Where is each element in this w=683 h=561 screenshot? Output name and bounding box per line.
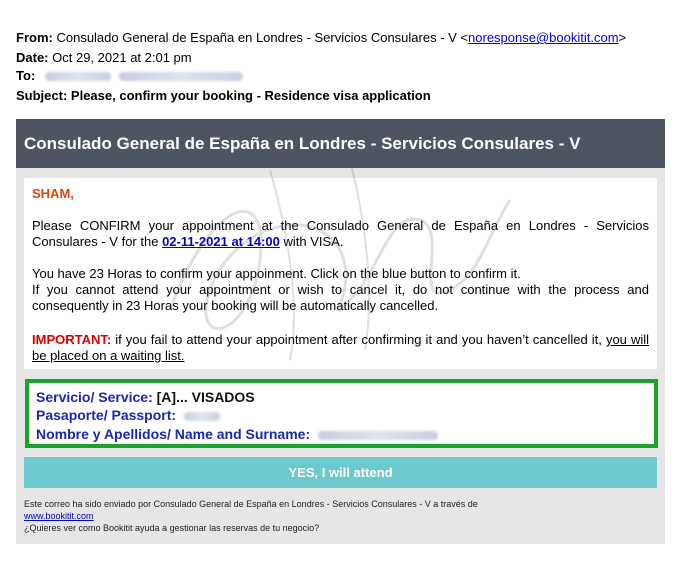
from-email-link[interactable]: noresponse@bookitit.com bbox=[468, 30, 619, 45]
banner-title: Consulado General de España en Londres - Servicios Consulares - V bbox=[24, 134, 581, 153]
redacted-name bbox=[318, 431, 438, 440]
date-label: Date: bbox=[16, 50, 49, 65]
redacted-recipient-email bbox=[119, 72, 243, 81]
header-subject bbox=[16, 88, 431, 104]
footer-line-1: Este correo ha sido enviado por Consulado General de España en Londres - Servicios Consulares - V a través de bbox=[24, 499, 478, 509]
important-paragraph bbox=[32, 332, 649, 364]
message-card bbox=[24, 178, 657, 369]
important-label: IMPORTANT: bbox=[32, 332, 112, 347]
confirm-paragraph bbox=[32, 218, 649, 250]
from-label: From: bbox=[16, 30, 53, 45]
deadline-paragraph bbox=[32, 266, 649, 314]
header-to bbox=[16, 68, 243, 84]
deadline-line-1: You have 23 Horas to confirm your appoinment. Click on the blue button to confirm it. bbox=[32, 266, 521, 281]
from-name: Consulado General de España en Londres - Servicios Consulares - V bbox=[56, 30, 457, 45]
name-row bbox=[36, 426, 438, 442]
subject-value: Please, confirm your booking - Residence visa application bbox=[70, 88, 431, 103]
service-label: Servicio/ Service: bbox=[36, 389, 153, 405]
subject-label: Subject: bbox=[16, 88, 68, 103]
waiting-list-text: you will be placed on a waiting list. bbox=[32, 332, 650, 363]
email-body bbox=[16, 119, 665, 544]
header-date bbox=[16, 50, 192, 66]
footer-line-3: ¿Quieres ver como Bookitit ayuda a gestionar las reservas de tu negocio? bbox=[24, 523, 320, 533]
to-label: To: bbox=[16, 68, 36, 83]
email-footer bbox=[24, 498, 478, 534]
greeting: SHAM, bbox=[32, 186, 74, 201]
redacted-passport bbox=[184, 412, 220, 421]
confirm-text: Please CONFIRM your appointment at the Consulado General de España en Londres - Servicios Consulares - V for the bbox=[32, 218, 649, 249]
bookitit-link[interactable]: www.bookitit.com bbox=[24, 511, 94, 521]
passport-label: Pasaporte/ Passport: bbox=[36, 407, 177, 423]
service-row bbox=[36, 389, 255, 405]
confirm-text-end: with VISA. bbox=[279, 234, 344, 249]
appointment-date-link[interactable]: 02-11-2021 at 14:00 bbox=[162, 234, 280, 249]
header-from: From: Consulado General de España en Londres - Servicios Consulares - V <noresponse@bookitit.com> bbox=[16, 30, 627, 45]
booking-info-box bbox=[25, 379, 658, 448]
service-value: [A]... VISADOS bbox=[156, 389, 255, 405]
passport-row bbox=[36, 407, 220, 423]
redacted-recipient-name bbox=[45, 72, 111, 81]
email-banner bbox=[16, 119, 665, 168]
important-text: if you fail to attend your appointment after confirming it and you haven’t cancelled it, bbox=[111, 332, 606, 347]
name-label: Nombre y Apellidos/ Name and Surname: bbox=[36, 426, 311, 442]
confirm-attend-button[interactable]: YES, I will attend bbox=[24, 457, 657, 488]
date-value: Oct 29, 2021 at 2:01 pm bbox=[52, 50, 192, 65]
deadline-line-2: If you cannot attend your appointment or wish to cancel it, do not continue with the process and consequently in 23 Horas your booking will be automatically cancelled. bbox=[32, 282, 649, 313]
